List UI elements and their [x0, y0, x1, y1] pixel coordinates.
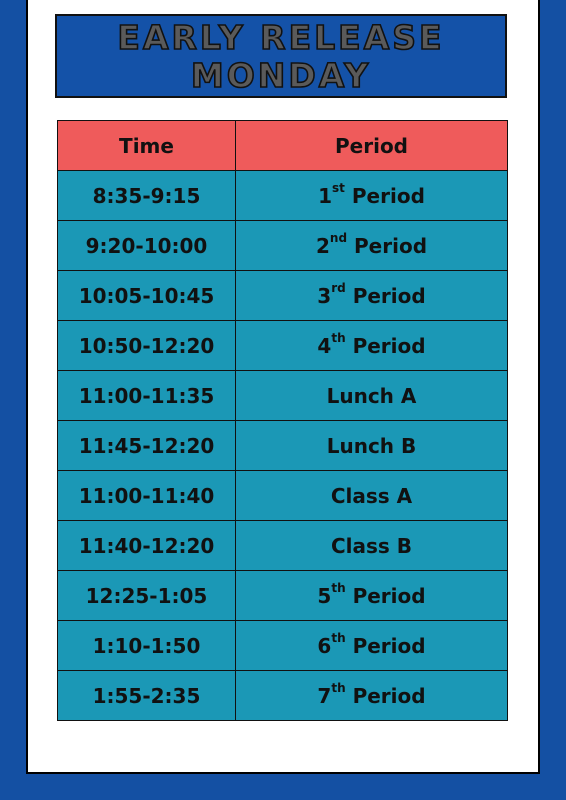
period-label: Class B [330, 533, 413, 558]
title-line-2: MONDAY [190, 56, 372, 95]
period-number: 7 [317, 683, 332, 708]
period-cell [236, 171, 508, 221]
period-label: Lunch A [326, 383, 417, 408]
period-label: Lunch B [326, 433, 417, 458]
table-row [58, 321, 508, 371]
period-number: 5 [317, 583, 332, 608]
period-ordinal-suffix: th [331, 330, 346, 345]
time-cell: 11:00-11:40 [58, 471, 236, 521]
time-cell: 12:25-1:05 [58, 571, 236, 621]
time-cell: 8:35-9:15 [58, 171, 236, 221]
period-ordinal-suffix: nd [329, 230, 348, 245]
period-cell [236, 571, 508, 621]
period-cell [236, 621, 508, 671]
period-cell [236, 671, 508, 721]
table-row [58, 171, 508, 221]
table-row [58, 671, 508, 721]
period-cell [236, 421, 508, 471]
period-cell [236, 521, 508, 571]
table-row [58, 571, 508, 621]
table-header-row [58, 121, 508, 171]
time-cell: 11:00-11:35 [58, 371, 236, 421]
time-cell: 11:45-12:20 [58, 421, 236, 471]
table-row [58, 271, 508, 321]
table-row [58, 521, 508, 571]
period-cell [236, 471, 508, 521]
title-line-1: EARLY RELEASE [117, 18, 445, 57]
time-cell: 9:20-10:00 [58, 221, 236, 271]
period-label: Period [345, 583, 426, 608]
period-cell [236, 371, 508, 421]
period-ordinal-suffix: st [332, 180, 345, 195]
period-label: Period [345, 633, 426, 658]
period-label: Class A [330, 483, 413, 508]
time-cell: 1:10-1:50 [58, 621, 236, 671]
table-row [58, 371, 508, 421]
period-ordinal-suffix: rd [331, 280, 346, 295]
time-cell: 10:50-12:20 [58, 321, 236, 371]
period-number: 3 [317, 283, 332, 308]
period-number: 2 [315, 233, 330, 258]
header-period: Period [236, 121, 508, 171]
table-row [58, 471, 508, 521]
period-cell [236, 221, 508, 271]
period-cell [236, 271, 508, 321]
time-cell: 10:05-10:45 [58, 271, 236, 321]
period-label: Period [345, 333, 426, 358]
period-ordinal-suffix: th [331, 680, 346, 695]
period-label: Period [347, 233, 428, 258]
table-row [58, 221, 508, 271]
period-number: 4 [317, 333, 332, 358]
period-label: Period [345, 683, 426, 708]
period-ordinal-suffix: th [331, 580, 346, 595]
time-cell: 1:55-2:35 [58, 671, 236, 721]
table-row [58, 421, 508, 471]
period-label: Period [345, 283, 426, 308]
period-label: Period [344, 183, 425, 208]
title-banner [55, 14, 507, 98]
time-cell: 11:40-12:20 [58, 521, 236, 571]
period-cell [236, 321, 508, 371]
table-row [58, 621, 508, 671]
period-ordinal-suffix: th [331, 630, 346, 645]
period-number: 1 [318, 183, 333, 208]
header-time: Time [58, 121, 236, 171]
period-number: 6 [317, 633, 332, 658]
schedule-table [57, 120, 508, 721]
